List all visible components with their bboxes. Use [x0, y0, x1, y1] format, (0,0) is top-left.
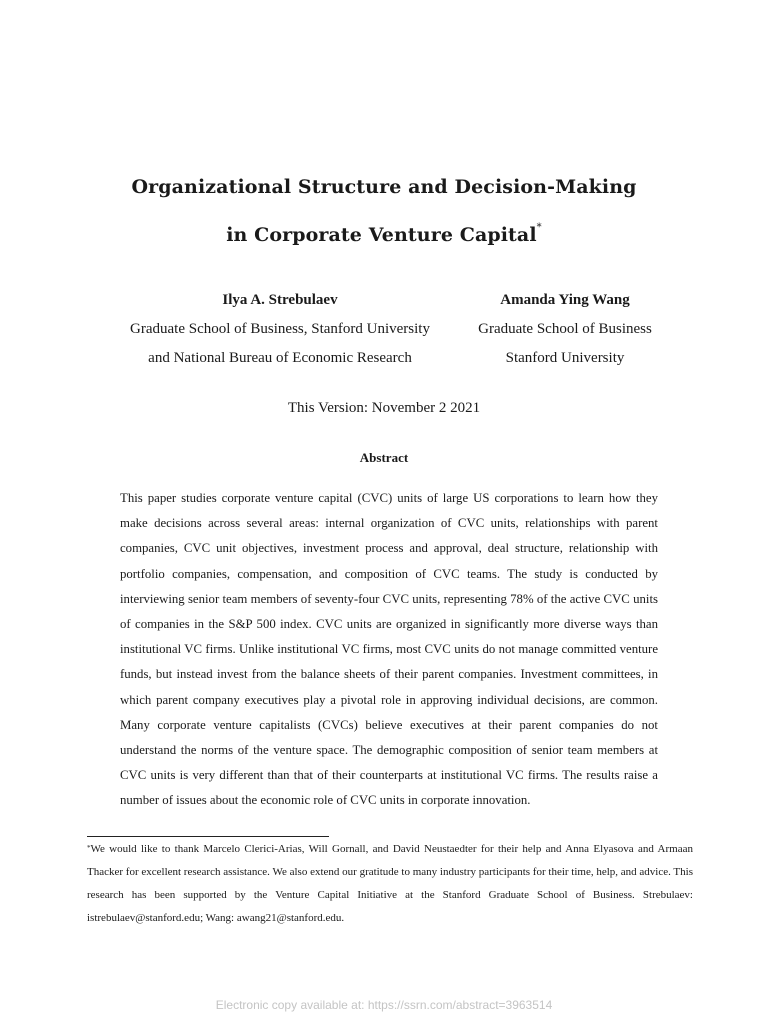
author-1-affiliation-1: Graduate School of Business, Stanford University: [130, 321, 430, 337]
paper-title-line-2: [0, 224, 768, 246]
footnote: [87, 838, 693, 930]
title-footnote-marker: *: [536, 222, 542, 233]
author-2: [465, 290, 665, 377]
author-1-name: Ilya A. Strebulaev: [222, 292, 338, 308]
author-2-affiliation-1: Graduate School of Business: [478, 321, 652, 337]
author-2-affiliation-2: Stanford University: [505, 350, 625, 366]
abstract-body: This paper studies corporate venture capital (CVC) units of large US corporations to learn how they make decisions across several areas: internal organization of CVC units, relationships with parent companies, CVC unit objectives, investment process and approval, deal structure, relationship with portfolio companies, compensation, and composition of CVC teams. The study is conducted by interviewing senior team members of seventy-four CVC units, representing 78% of the active CVC units of companies in the S&P 500 index. CVC units are organized in significantly more diverse ways than institutional VC firms. Unlike institutional VC firms, most CVC units do not manage committed venture funds, but instead invest from the balance sheets of their parent companies. Investment committees, in which parent company executives play a pivotal role in approving individual decisions, are common. Many corporate venture capitalists (CVCs) believe executives at their parent companies do not understand the norms of the venture space. The demographic composition of senior team members at CVC units is very different than that of their counterparts at institutional VC firms. The results raise a number of issues about the economic role of CVC units in corporate innovation.: [120, 491, 658, 808]
title-text-1: Organizational Structure and Decision-Making: [131, 176, 637, 198]
author-1-affiliation-2: and National Bureau of Economic Research: [148, 350, 412, 366]
author-1: [115, 290, 445, 377]
author-2-name: Amanda Ying Wang: [500, 292, 630, 308]
footnote-marker: *: [87, 844, 91, 852]
title-text-2: in Corporate Venture Capital: [226, 224, 537, 246]
ssrn-watermark[interactable]: Electronic copy available at: https://ssrn.com/abstract=3963514: [215, 998, 553, 1012]
footnote-text: We would like to thank Marcelo Clerici-Arias, Will Gornall, and David Neustaedter for their help and Anna Elyasova and Armaan Thacker for excellent research assistance. We also extend our gratitude to many industry participants for their time, help, and advice. This research has been supported by the Venture Capital Initiative at the Stanford Graduate School of Business. Strebulaev: istrebulaev@stanford.edu; Wang: awang21@stanford.edu.: [87, 843, 693, 924]
abstract-heading: Abstract: [359, 450, 409, 465]
footnote-divider: [87, 836, 329, 837]
version-date: This Version: November 2 2021: [287, 400, 481, 416]
paper-title-line-1: [0, 176, 768, 198]
